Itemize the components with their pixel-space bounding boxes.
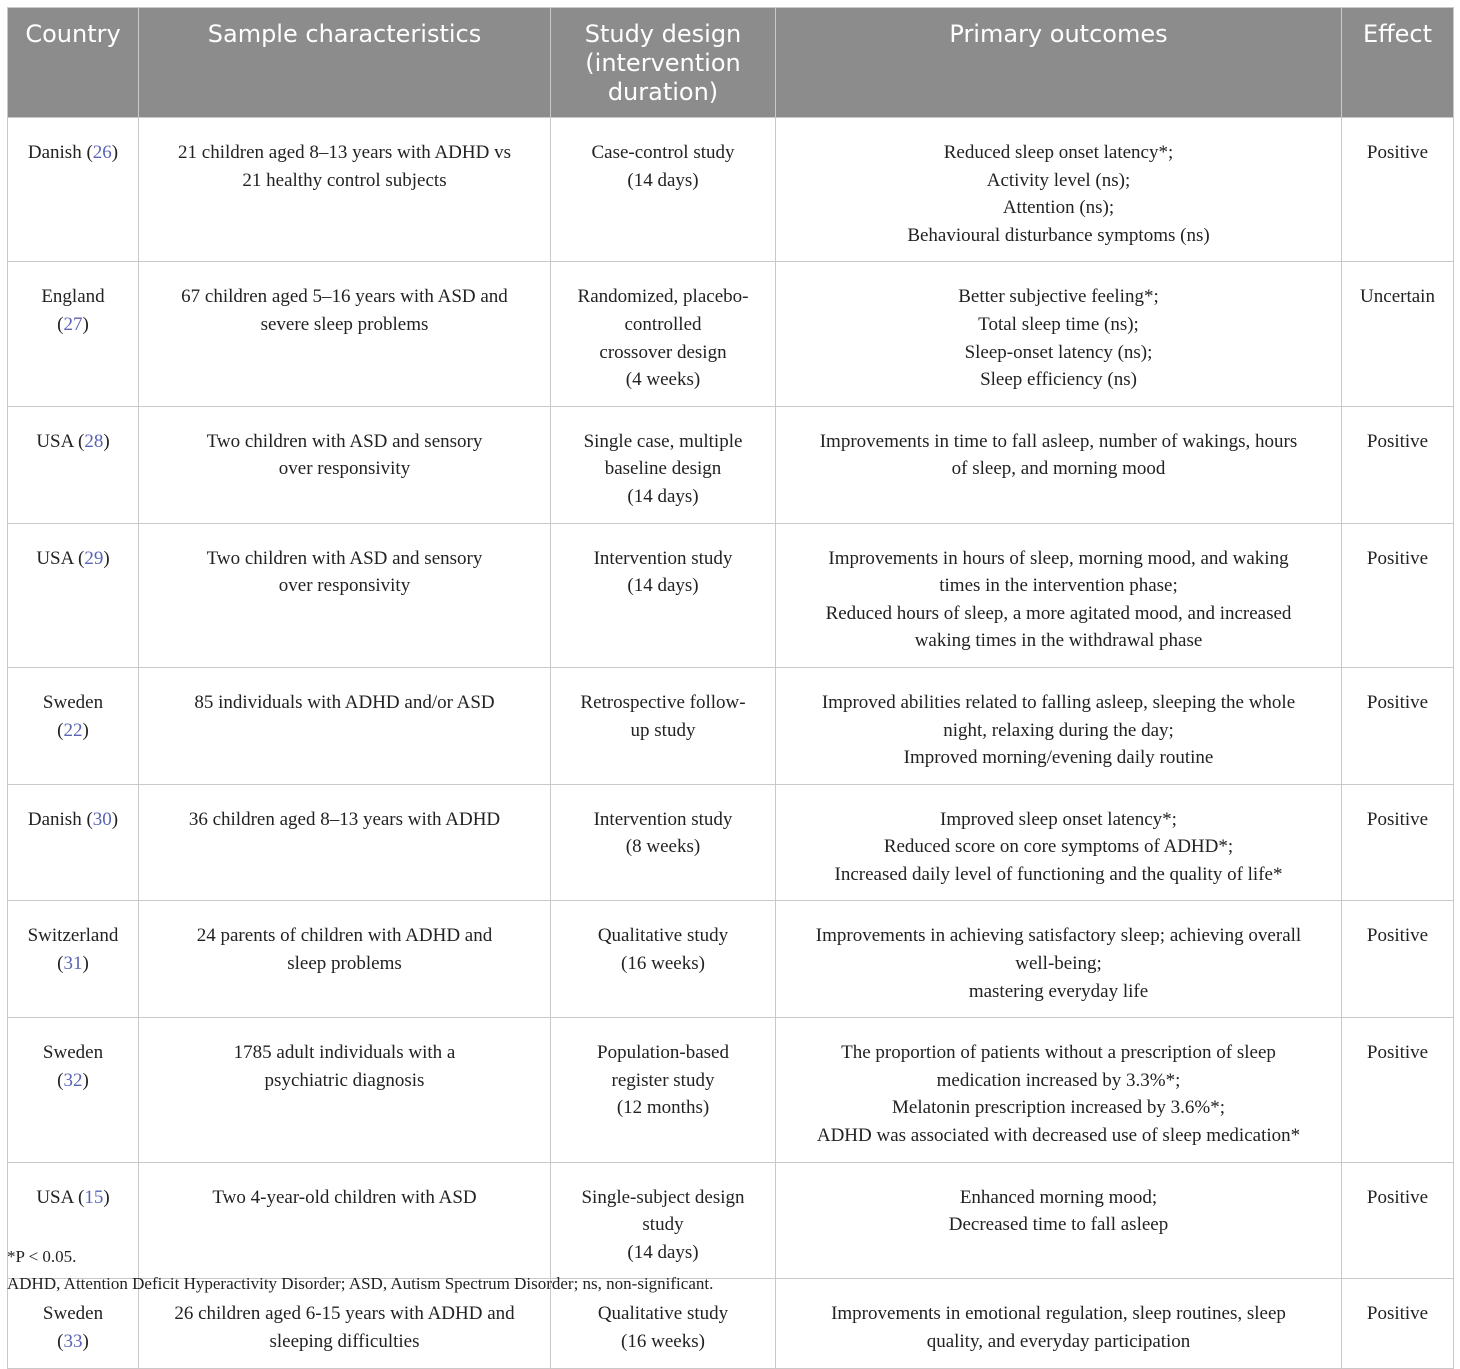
sample-line: 36 children aged 8–13 years with ADHD — [188, 808, 501, 830]
country-line — [16, 1067, 130, 1095]
country-line — [16, 139, 130, 167]
outcomes-line: ADHD was associated with decreased use of sleep medication* — [816, 1125, 1301, 1147]
cell-effect: Positive — [1342, 118, 1454, 262]
design-line: (14 days) — [627, 575, 699, 597]
reference-link[interactable]: 22 — [63, 719, 83, 741]
sample-line: over responsivity — [278, 575, 411, 597]
cell-effect: Positive — [1342, 1018, 1454, 1162]
design-line: (14 days) — [627, 485, 699, 507]
country-name: ( — [57, 313, 64, 335]
country-punctuation: ) — [82, 1331, 89, 1352]
table-body — [8, 118, 1454, 1369]
country-punctuation: ) — [82, 313, 89, 335]
outcomes-line: Activity level (ns); — [986, 169, 1131, 191]
outcomes-line: Attention (ns); — [1002, 197, 1115, 219]
country-name: ( — [57, 719, 64, 741]
sample-line: 21 healthy control subjects — [242, 169, 447, 191]
cell-effect: Positive — [1342, 667, 1454, 784]
reference-link[interactable]: 33 — [63, 1331, 83, 1352]
outcomes-line: Improvements in time to fall asleep, number of wakings, hours — [819, 430, 1298, 452]
country-name: Danish ( — [27, 808, 93, 830]
outcomes-line: mastering everyday life — [968, 980, 1149, 1002]
cell-primary-outcomes — [776, 262, 1342, 406]
cell-study-design — [551, 406, 776, 523]
outcomes-line: The proportion of patients without a prescription of sleep — [841, 1042, 1276, 1064]
country-line — [16, 806, 130, 834]
outcomes-line: Better subjective feeling*; — [958, 286, 1159, 308]
country-line — [16, 428, 130, 456]
outcomes-line: Melatonin prescription increased by 3.6%*; — [892, 1097, 1225, 1119]
design-line: study — [642, 1214, 684, 1236]
header-sample-characteristics — [139, 8, 551, 118]
cell-primary-outcomes — [776, 406, 1342, 523]
country-line — [16, 1184, 130, 1212]
cell-country — [8, 118, 139, 262]
country-name: USA ( — [36, 547, 85, 569]
cell-sample-characteristics — [139, 118, 551, 262]
sample-line: psychiatric diagnosis — [264, 1069, 425, 1091]
table-row — [8, 406, 1454, 523]
reference-link[interactable]: 32 — [63, 1069, 83, 1091]
outcomes-line: Decreased time to fall asleep — [948, 1214, 1169, 1236]
cell-sample-characteristics — [139, 1018, 551, 1162]
outcomes-line: quality, and everyday participation — [926, 1331, 1191, 1352]
outcomes-line: medication increased by 3.3%*; — [936, 1069, 1181, 1091]
design-line: Randomized, placebo- — [577, 286, 749, 308]
table-footnotes — [7, 1243, 1453, 1297]
outcomes-line: Behavioural disturbance symptoms (ns) — [907, 224, 1210, 246]
outcomes-line: Improvements in achieving satisfactory sleep; achieving overall — [815, 925, 1302, 947]
header-line: Sample characteristics — [207, 20, 482, 48]
design-line: Retrospective follow- — [580, 691, 746, 713]
outcomes-line: Increased daily level of functioning and the quality of life* — [834, 863, 1283, 885]
outcomes-line: Improved sleep onset latency*; — [940, 808, 1177, 830]
outcomes-line: Sleep efficiency (ns) — [980, 369, 1137, 391]
header-primary-outcomes — [776, 8, 1342, 118]
sample-line: Two children with ASD and sensory — [206, 547, 483, 569]
design-line: baseline design — [604, 458, 722, 480]
sample-line: 67 children aged 5–16 years with ASD and — [181, 286, 508, 308]
design-line: (14 days) — [627, 169, 699, 191]
sample-line: sleep problems — [287, 953, 402, 975]
cell-country — [8, 262, 139, 406]
outcomes-line: times in the intervention phase; — [939, 575, 1178, 597]
cell-country — [8, 406, 139, 523]
cell-effect: Positive — [1342, 523, 1454, 667]
country-line — [16, 1039, 130, 1067]
sample-line: severe sleep problems — [260, 313, 429, 335]
cell-effect: Uncertain — [1342, 262, 1454, 406]
sample-line: sleeping difficulties — [269, 1331, 420, 1352]
design-line: up study — [630, 719, 696, 741]
cell-country — [8, 901, 139, 1018]
design-line: (8 weeks) — [625, 836, 701, 858]
header-line: Primary outcomes — [949, 20, 1168, 48]
cell-study-design — [551, 901, 776, 1018]
cell-effect: Positive — [1342, 784, 1454, 901]
design-line: Single case, multiple — [583, 430, 743, 452]
outcomes-line: Improvements in hours of sleep, morning mood, and waking — [828, 547, 1289, 569]
header-effect — [1342, 8, 1454, 118]
sample-line: over responsivity — [278, 458, 411, 480]
cell-country — [8, 667, 139, 784]
design-line: controlled — [624, 313, 702, 335]
reference-link[interactable]: 30 — [92, 808, 112, 830]
table-row — [8, 118, 1454, 262]
reference-link[interactable]: 31 — [63, 953, 83, 975]
outcomes-line: Reduced hours of sleep, a more agitated mood, and increased — [825, 602, 1292, 624]
cell-effect: Positive — [1342, 1279, 1454, 1368]
cell-primary-outcomes — [776, 901, 1342, 1018]
country-name: USA ( — [36, 430, 85, 452]
cell-country — [8, 784, 139, 901]
country-line — [16, 717, 130, 745]
cell-study-design — [551, 118, 776, 262]
country-name: ( — [57, 953, 64, 975]
cell-primary-outcomes — [776, 1018, 1342, 1162]
cell-sample-characteristics — [139, 784, 551, 901]
cell-effect: Positive — [1342, 901, 1454, 1018]
country-line — [16, 950, 130, 978]
table-row — [8, 667, 1454, 784]
outcomes-line: Reduced sleep onset latency*; — [943, 142, 1174, 163]
header-line: (intervention — [585, 49, 741, 77]
design-line: Intervention study — [593, 808, 733, 830]
reference-link[interactable]: 27 — [63, 313, 83, 335]
header-line: Country — [25, 20, 121, 48]
country-name: Sweden — [42, 1303, 104, 1325]
country-name: ( — [57, 1331, 64, 1352]
cell-primary-outcomes — [776, 118, 1342, 262]
country-line — [16, 311, 130, 339]
outcomes-line: Improvements in emotional regulation, sleep routines, sleep — [831, 1303, 1286, 1325]
cell-primary-outcomes — [776, 784, 1342, 901]
country-punctuation: ) — [103, 547, 110, 569]
cell-sample-characteristics — [139, 523, 551, 667]
header-line: Effect — [1362, 20, 1433, 48]
cell-study-design — [551, 1018, 776, 1162]
sample-line: Two 4-year-old children with ASD — [212, 1186, 477, 1208]
cell-effect: Positive — [1342, 406, 1454, 523]
sample-line: 1785 adult individuals with a — [233, 1042, 456, 1064]
country-punctuation: ) — [82, 953, 89, 975]
header-row — [8, 8, 1454, 118]
footnote-significance: *P < 0.05. — [7, 1247, 77, 1266]
reference-link[interactable]: 28 — [84, 430, 104, 452]
reference-link[interactable]: 29 — [84, 547, 104, 569]
outcomes-line: Sleep-onset latency (ns); — [964, 341, 1153, 363]
outcomes-line: waking times in the withdrawal phase — [914, 630, 1203, 652]
design-line: register study — [611, 1069, 715, 1091]
outcomes-line: Total sleep time (ns); — [978, 313, 1139, 335]
table-row — [8, 523, 1454, 667]
country-line — [16, 689, 130, 717]
cell-primary-outcomes — [776, 667, 1342, 784]
country-name: USA ( — [36, 1186, 85, 1208]
country-name: Danish ( — [27, 142, 93, 163]
design-line: (16 weeks) — [621, 1331, 705, 1352]
cell-country — [8, 1018, 139, 1162]
design-line: Qualitative study — [597, 925, 729, 947]
cell-sample-characteristics — [139, 667, 551, 784]
design-line: (14 days) — [627, 1241, 699, 1263]
country-line — [16, 1300, 130, 1328]
table-row — [8, 262, 1454, 406]
table-row — [8, 1018, 1454, 1162]
outcomes-line: of sleep, and morning mood — [951, 458, 1166, 480]
table-header — [8, 8, 1454, 118]
design-line: Single-subject design — [581, 1186, 745, 1208]
design-line: Qualitative study — [597, 1303, 729, 1325]
cell-study-design — [551, 667, 776, 784]
sample-line: 85 individuals with ADHD and/or ASD — [194, 691, 495, 713]
country-name: Switzerland — [27, 925, 119, 947]
sample-line: 26 children aged 6-15 years with ADHD and — [174, 1303, 515, 1325]
outcomes-line: well-being; — [1015, 953, 1102, 975]
design-line: (16 weeks) — [621, 953, 705, 975]
country-punctuation: ) — [82, 719, 89, 741]
cell-sample-characteristics — [139, 901, 551, 1018]
outcomes-line: Improved abilities related to falling asleep, sleeping the whole — [821, 691, 1296, 713]
design-line: (4 weeks) — [625, 369, 701, 391]
design-line: Population-based — [597, 1042, 729, 1064]
header-country — [8, 8, 139, 118]
table-row — [8, 901, 1454, 1018]
country-line — [16, 283, 130, 311]
outcomes-line: Improved morning/evening daily routine — [903, 747, 1214, 769]
header-study-design — [551, 8, 776, 118]
sample-line: Two children with ASD and sensory — [206, 430, 483, 452]
design-line: (12 months) — [616, 1097, 710, 1119]
table-row — [8, 784, 1454, 901]
country-line — [16, 1328, 130, 1356]
header-line: Study design — [584, 20, 742, 48]
country-punctuation: ) — [103, 1186, 110, 1208]
country-name: Sweden — [42, 691, 104, 713]
cell-study-design — [551, 523, 776, 667]
country-punctuation: ) — [82, 1069, 89, 1091]
study-table — [7, 7, 1454, 1369]
reference-link[interactable]: 15 — [84, 1186, 104, 1208]
reference-link[interactable]: 26 — [92, 142, 112, 163]
country-punctuation: ) — [111, 142, 119, 163]
design-line: Case-control study — [591, 142, 735, 163]
country-name: Sweden — [42, 1042, 104, 1064]
country-name: England — [41, 286, 105, 308]
header-line: duration) — [607, 78, 719, 106]
cell-country — [8, 523, 139, 667]
country-name: ( — [57, 1069, 64, 1091]
sample-line: 24 parents of children with ADHD and — [196, 925, 493, 947]
outcomes-line: night, relaxing during the day; — [943, 719, 1174, 741]
outcomes-line: Reduced score on core symptoms of ADHD*; — [883, 836, 1234, 858]
outcomes-line: Enhanced morning mood; — [959, 1186, 1158, 1208]
country-line — [16, 922, 130, 950]
cell-primary-outcomes — [776, 523, 1342, 667]
footnote-abbreviations: ADHD, Attention Deficit Hyperactivity Disorder; ASD, Autism Spectrum Disorder; ns, non-significant. — [7, 1274, 714, 1293]
cell-sample-characteristics — [139, 262, 551, 406]
cell-study-design — [551, 262, 776, 406]
cell-effect: Positive — [1342, 1162, 1454, 1279]
cell-sample-characteristics — [139, 406, 551, 523]
design-line: crossover design — [599, 341, 727, 363]
cell-study-design — [551, 784, 776, 901]
country-punctuation: ) — [103, 430, 110, 452]
design-line: Intervention study — [593, 547, 733, 569]
country-punctuation: ) — [111, 808, 119, 830]
country-line — [16, 545, 130, 573]
sample-line: 21 children aged 8–13 years with ADHD vs — [178, 142, 511, 163]
